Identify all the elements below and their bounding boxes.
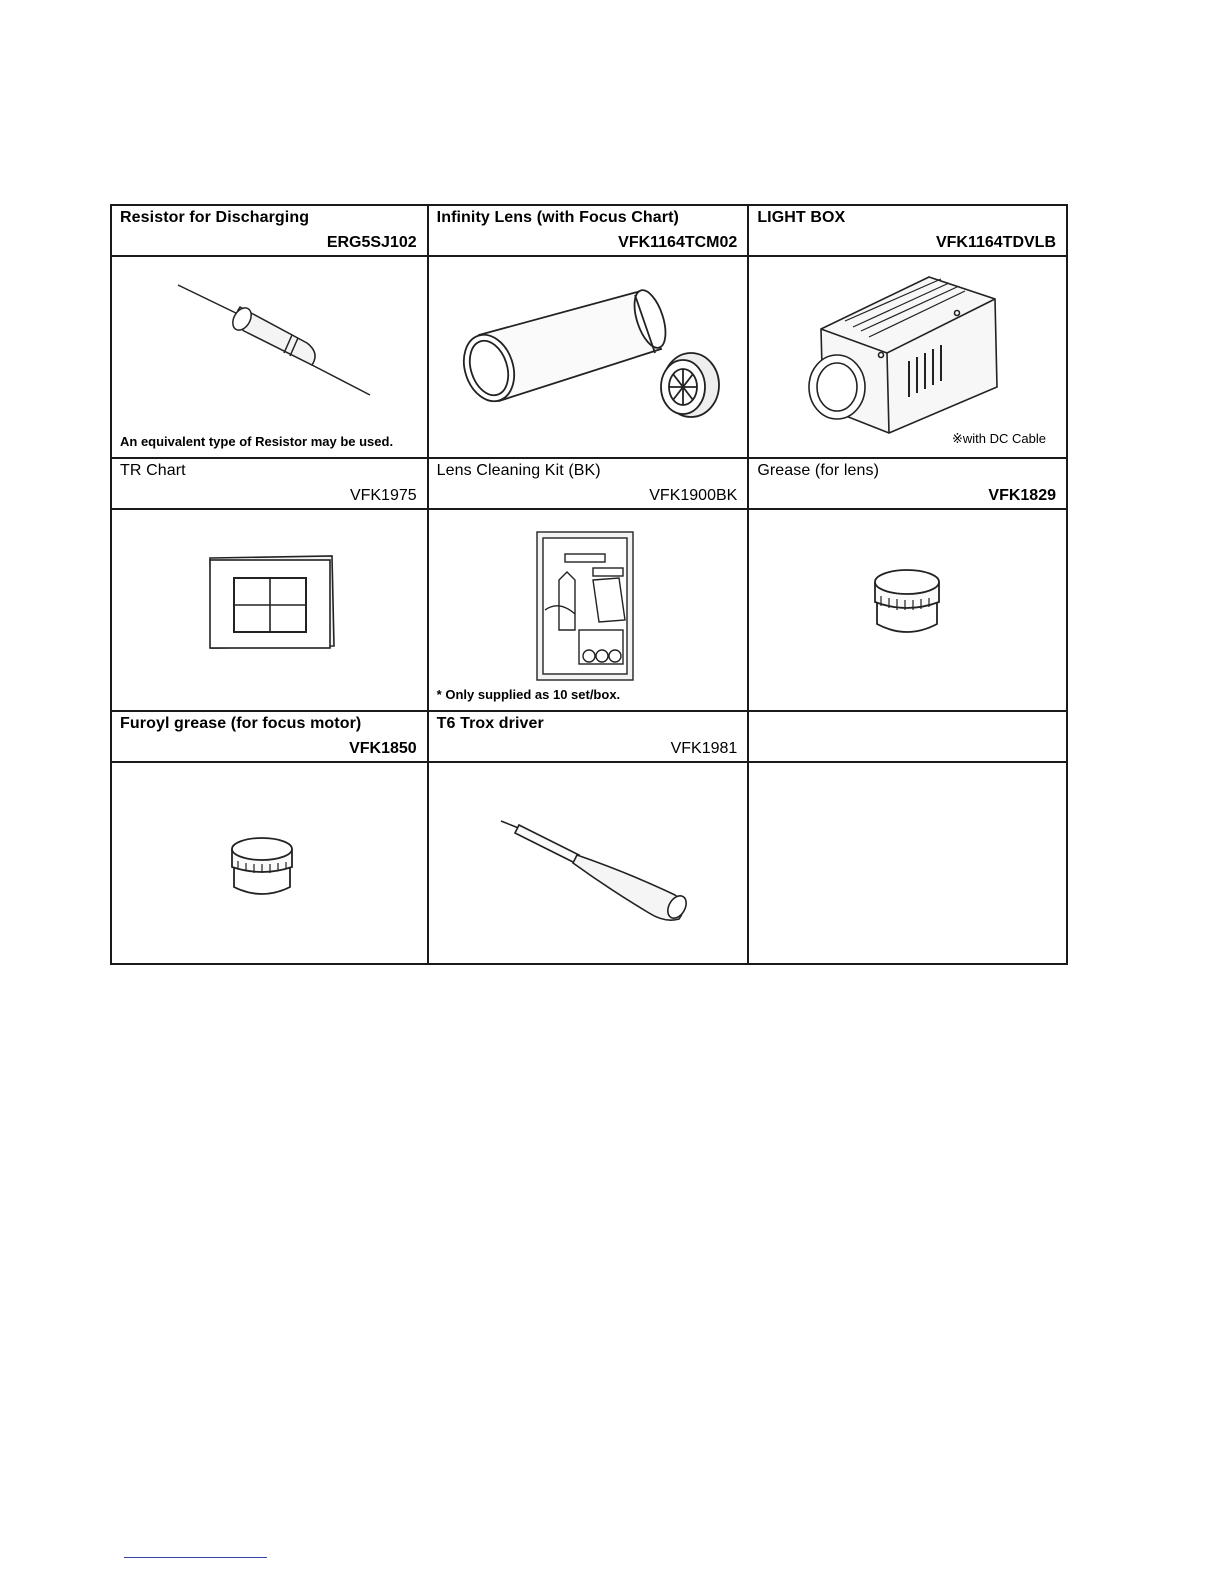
footer-rule bbox=[124, 1557, 267, 1558]
resistor-icon bbox=[112, 257, 428, 457]
tool-name: TR Chart bbox=[120, 462, 186, 479]
part-number: VFK1164TDVLB bbox=[935, 234, 1056, 251]
tool-image-cell bbox=[428, 509, 749, 711]
part-number: VFK1164TCM02 bbox=[618, 234, 738, 251]
tool-image-cell bbox=[428, 256, 749, 458]
tool-header-light-box bbox=[748, 205, 1067, 256]
empty-image-cell bbox=[748, 762, 1067, 964]
tool-header-resistor bbox=[111, 205, 428, 256]
tool-header-lens-cleaning-kit bbox=[428, 458, 749, 509]
tool-name: Lens Cleaning Kit (BK) bbox=[436, 462, 601, 479]
tool-name: LIGHT BOX bbox=[757, 209, 846, 226]
tool-image-cell bbox=[111, 256, 428, 458]
tool-name: T6 Trox driver bbox=[436, 715, 544, 732]
tool-note: An equivalent type of Resistor may be used. bbox=[120, 434, 394, 449]
tool-image-cell bbox=[748, 509, 1067, 711]
tool-note: * Only supplied as 10 set/box. bbox=[436, 687, 621, 702]
screwdriver-icon bbox=[429, 763, 749, 963]
tool-header-tr-chart bbox=[111, 458, 428, 509]
tool-image-cell bbox=[748, 256, 1067, 458]
tool-image-cell bbox=[111, 509, 428, 711]
light-box-icon bbox=[749, 257, 1067, 457]
tool-image-cell bbox=[111, 762, 428, 964]
part-number: ERG5SJ102 bbox=[326, 234, 417, 251]
tool-name: Furoyl grease (for focus motor) bbox=[120, 715, 362, 732]
tool-header-trox-driver bbox=[428, 711, 749, 762]
tool-image-cell bbox=[428, 762, 749, 964]
part-number: VFK1981 bbox=[670, 740, 738, 757]
empty-header-cell bbox=[748, 711, 1067, 762]
service-tools-table bbox=[110, 204, 1068, 965]
tool-header-grease bbox=[748, 458, 1067, 509]
tool-name: Resistor for Discharging bbox=[120, 209, 310, 226]
infinity-lens-icon bbox=[429, 257, 749, 457]
part-number: VFK1975 bbox=[349, 487, 417, 504]
lens-cleaning-kit-icon bbox=[429, 510, 749, 710]
grease-jar-icon bbox=[112, 763, 428, 963]
grease-jar-icon bbox=[749, 510, 1067, 710]
part-number: VFK1900BK bbox=[649, 487, 738, 504]
tool-note: ※with DC Cable bbox=[952, 431, 1046, 446]
tool-header-infinity-lens bbox=[428, 205, 749, 256]
part-number: VFK1850 bbox=[349, 740, 417, 757]
tool-name: Infinity Lens (with Focus Chart) bbox=[436, 209, 679, 226]
tool-name: Grease (for lens) bbox=[757, 462, 880, 479]
tr-chart-icon bbox=[112, 510, 428, 710]
tool-header-furoyl-grease bbox=[111, 711, 428, 762]
part-number: VFK1829 bbox=[988, 487, 1056, 504]
